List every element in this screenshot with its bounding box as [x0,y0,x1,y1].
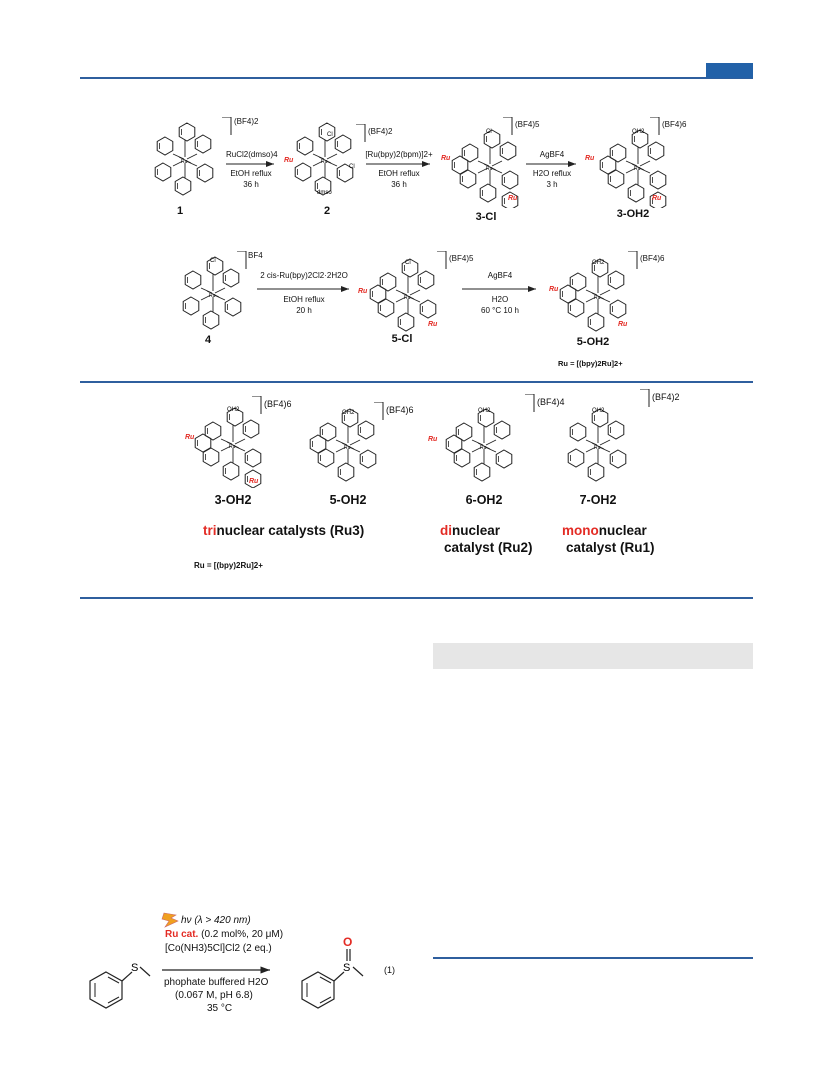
section-rule [80,597,753,599]
arrow1-time: 36 h [243,180,259,189]
arrow1-reagent: RuCl2(dmso)4 [226,150,278,159]
svg-text:Ru: Ru [344,445,351,451]
svg-text:Ru: Ru [594,295,601,301]
svg-text:Ru: Ru [486,166,493,172]
bracket [252,396,264,416]
svg-text:Ru: Ru [480,445,487,451]
reaction-arrow [366,161,432,167]
sulfoxide-structure [296,933,376,1023]
trinuclear-label [203,522,364,539]
light-bolt-icon [160,912,180,928]
reaction-arrow [162,966,272,974]
counterion-cat-3: (BF4)6 [264,399,292,409]
catalyst-6-oh2-structure [434,405,534,487]
ru-fragment-label: Ru [284,157,294,164]
bracket [640,389,652,409]
svg-text:Ru: Ru [594,445,601,451]
svg-text:OH2: OH2 [592,408,605,414]
compound-label-2: 2 [323,205,331,217]
ru-fragment-label: Ru [585,155,595,162]
counterion-2: (BF4)2 [368,127,393,136]
svg-text:Ru: Ru [229,444,236,450]
dinuclear-line2: catalyst (Ru2) [444,540,533,555]
bracket [222,117,234,137]
ru-fragment-label: Ru [508,195,518,202]
header-tab [706,63,753,78]
header-rule [80,77,753,79]
section-rule [80,381,753,383]
ru-definition-2: Ru = [(bpy)2Ru]2+ [194,561,263,570]
counterion-5-oh2: (BF4)6 [640,254,665,263]
svg-text:OH2: OH2 [632,129,645,135]
bracket [503,117,515,137]
ru-fragment-label: Ru [358,288,368,295]
arrow3-reagent: AgBF4 [539,150,565,159]
compound-3-oh2-structure [588,126,688,208]
reaction-catalyst [165,929,283,942]
arrow2-reagent: [Ru(bpy)2(bpm)]2+ [365,150,433,159]
reaction-arrow [257,286,351,292]
ru-fragment-label: Ru [428,436,438,443]
arrow1-solvent: EtOH reflux [230,169,272,178]
compound-3-cl-structure [440,126,540,208]
sulfur-atom: S [343,962,351,974]
compound-label-4: 4 [204,334,212,346]
compound-label-1: 1 [176,205,184,217]
row2-arrow1-reagent: 2 cis-Ru(bpy)2Cl2·2H2O [260,271,348,280]
svg-text:Ru: Ru [209,293,216,299]
row2-arrow2-time: 60 °C 10 h [481,306,519,315]
ru-cat-label: Ru cat. [165,929,199,940]
table-bottom-rule [433,957,753,959]
trinuclear-prefix: tri [203,523,217,538]
equation-number: (1) [384,965,395,975]
svg-text:Ru: Ru [634,166,641,172]
counterion-4: (BF4)6 [662,120,687,129]
ru-fragment-label: Ru [618,321,628,328]
reaction-arrow [462,286,538,292]
counterion-cat-5: (BF4)6 [386,405,414,415]
catalyst-label-6-oh2: 6-OH2 [465,493,503,507]
svg-text:Cl: Cl [327,132,333,138]
counterion-4b: BF4 [248,251,263,260]
catalyst-loading: (0.2 mol%, 20 μM) [201,929,284,940]
reaction-temperature: 35 °C [207,1003,233,1014]
svg-text:Ru: Ru [404,295,411,301]
svg-text:Cl: Cl [486,129,492,135]
catalyst-7-oh2-structure [553,405,643,487]
svg-text:OH2: OH2 [342,410,355,416]
table-header [433,643,753,669]
compound-label-3-oh2: 3-OH2 [616,208,650,220]
compound-1-structure [140,122,230,198]
counterion-5-cl: (BF4)5 [449,254,474,263]
svg-text:OH2: OH2 [478,408,491,414]
dinuclear-prefix: di [440,523,452,538]
bracket [437,251,449,271]
mononuclear-prefix: mono [562,523,599,538]
catalyst-3-oh2-structure [183,402,283,488]
svg-text:Ru: Ru [321,159,328,165]
reaction-arrow [526,161,578,167]
mononuclear-line2: catalyst (Ru1) [566,540,655,555]
counterion-cat-6: (BF4)4 [537,397,565,407]
row2-arrow1-time: 20 h [296,306,312,315]
bracket [628,251,640,271]
mononuclear-rest: nuclear [598,523,647,538]
compound-label-5-oh2: 5-OH2 [576,336,610,348]
reaction-solvent: phophate buffered H2O [164,977,269,988]
ru-fragment-label: Ru [428,321,438,328]
arrow3-solvent: H2O reflux [532,169,572,178]
counterion-1: (BF4)2 [234,117,259,126]
compound-label-3-cl: 3-Cl [475,211,497,223]
trinuclear-rest: nuclear catalysts (Ru3) [216,523,365,538]
dinuclear-label [440,522,533,556]
catalyst-label-7-oh2: 7-OH2 [579,493,617,507]
row2-arrow2-reagent: AgBF4 [487,271,513,280]
compound-label-5-cl: 5-Cl [391,333,413,345]
ru-fragment-label: Ru [249,478,259,485]
svg-text:OH2: OH2 [592,260,605,266]
reaction-arrow [226,161,276,167]
counterion-3: (BF4)5 [515,120,540,129]
svg-text:Cl: Cl [405,260,411,266]
bracket [650,117,662,137]
bracket [374,402,386,422]
bracket [525,394,537,414]
arrow2-time: 36 h [391,180,407,189]
mononuclear-label [562,522,655,556]
sulfur-atom: S [131,962,139,974]
counterion-cat-7: (BF4)2 [652,392,680,402]
reaction-oxidant: [Co(NH3)5Cl]Cl2 (2 eq.) [165,943,272,954]
catalyst-label-5-oh2: 5-OH2 [329,493,367,507]
catalyst-label-3-oh2: 3-OH2 [214,493,252,507]
dinuclear-rest: nuclear [452,523,501,538]
bracket [356,124,368,144]
reaction-light: hν (λ > 420 nm) [181,915,251,926]
ru-atom-label: Ru [181,159,188,165]
ru-definition: Ru = [(bpy)2Ru]2+ [558,359,623,368]
ru-fragment-label: Ru [549,286,559,293]
row2-arrow1-solvent: EtOH reflux [283,295,325,304]
ru-fragment-label: Ru [185,434,195,441]
ru-fragment-label: Ru [441,155,451,162]
arrow3-time: 3 h [546,180,558,189]
row2-arrow2-solvent: H2O [491,295,509,304]
ru-fragment-label: Ru [652,195,662,202]
oxygen-atom: O [343,935,353,949]
svg-text:Cl: Cl [349,164,355,170]
svg-text:Cl: Cl [210,258,216,264]
arrow2-solvent: EtOH reflux [378,169,420,178]
svg-text:dmso: dmso [317,190,332,196]
svg-text:OH2: OH2 [227,407,240,413]
reaction-concentration: (0.067 M, pH 6.8) [175,990,253,1001]
thioanisole-structure [84,952,154,1022]
